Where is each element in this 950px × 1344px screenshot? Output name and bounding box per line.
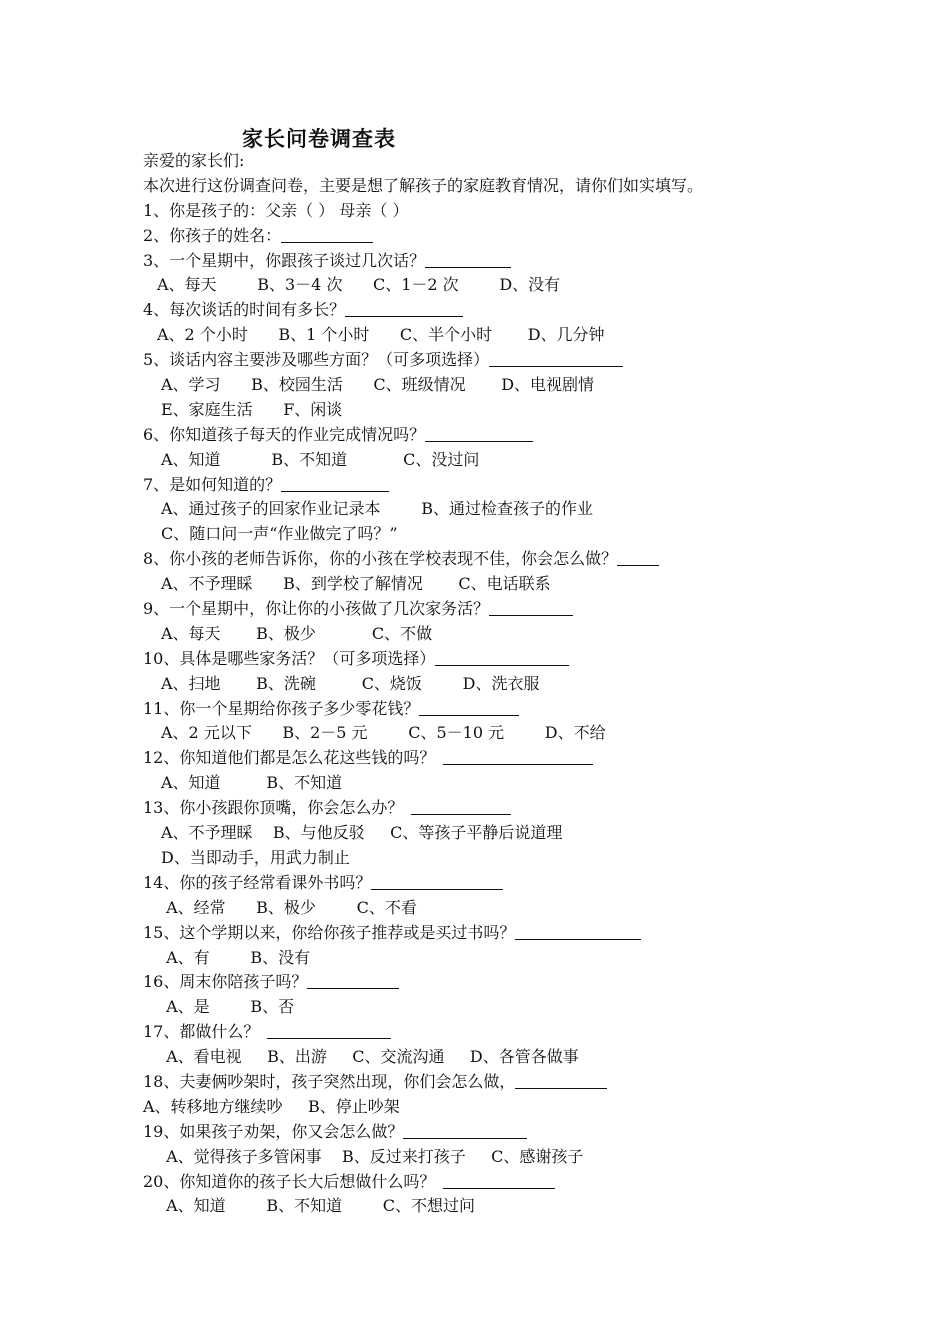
question-6-text: 6、你知道孩子每天的作业完成情况吗？ — [143, 424, 426, 444]
question-19-options: A、觉得孩子多管闲事 B、反过来打孩子 C、感谢孩子 — [161, 1146, 584, 1166]
question-4-text: 4、每次谈话的时间有多长？ — [143, 300, 346, 320]
question-14-text: 14、你的孩子经常看课外书吗？ — [143, 872, 372, 892]
question-5 — [143, 348, 903, 373]
answer-blank-20[interactable] — [443, 1172, 555, 1189]
answer-blank-4[interactable] — [345, 300, 463, 317]
question-19-text: 19、如果孩子劝架，你又会怎么做？ — [143, 1121, 404, 1141]
question-20-options: A、知道 B、不知道 C、不想过问 — [161, 1196, 476, 1216]
question-10 — [143, 647, 903, 672]
answer-blank-3[interactable] — [425, 251, 511, 268]
question-17-options: A、看电视 B、出游 C、交流沟通 D、各管各做事 — [161, 1047, 579, 1067]
question-16-text: 16、周末你陪孩子吗？ — [143, 972, 308, 992]
question-7-options-2: C、随口问一声“作业做完了吗？” — [161, 524, 398, 544]
question-12 — [143, 746, 903, 771]
question-18 — [143, 1070, 903, 1095]
question-20-text: 20、你知道你的孩子长大后想做什么吗？ — [143, 1171, 436, 1191]
question-16-options: A、是 B、否 — [161, 997, 295, 1017]
question-17 — [143, 1020, 903, 1045]
answer-blank-10[interactable] — [435, 649, 569, 666]
answer-blank-6[interactable] — [425, 425, 533, 442]
page-title: 家长问卷调查表 — [242, 126, 396, 151]
question-5-text: 5、谈话内容主要涉及哪些方面？（可多项选择） — [143, 350, 490, 370]
question-20 — [143, 1170, 903, 1195]
question-1 — [143, 199, 903, 224]
answer-blank-14[interactable] — [371, 873, 503, 890]
greeting: 亲爱的家长们: — [143, 151, 245, 170]
question-5-options-1: A、学习 B、校园生活 C、班级情况 D、电视剧情 — [161, 375, 595, 395]
question-5-options-2: E、家庭生活 F、闲谈 — [161, 399, 343, 419]
question-4 — [143, 298, 903, 323]
question-1-text: 1、你是孩子的：父亲（ ） 母亲（ ） — [143, 200, 409, 220]
answer-blank-11[interactable] — [419, 699, 519, 716]
question-9-options: A、每天 B、极少 C、不做 — [161, 623, 433, 643]
question-14 — [143, 871, 903, 896]
answer-blank-13[interactable] — [411, 798, 511, 815]
questionnaire-body — [143, 149, 903, 1219]
question-10-text: 10、具体是哪些家务活？（可多项选择） — [143, 648, 436, 668]
question-8 — [143, 547, 903, 572]
question-6 — [143, 423, 903, 448]
question-18-text: 18、夫妻俩吵架时，孩子突然出现，你们会怎么做， — [143, 1071, 516, 1091]
answer-blank-16[interactable] — [307, 972, 399, 989]
question-15-text: 15、这个学期以来，你给你孩子推荐或是买过书吗？ — [143, 922, 516, 942]
answer-blank-15[interactable] — [515, 923, 641, 940]
question-13 — [143, 796, 903, 821]
answer-blank-5[interactable] — [489, 350, 623, 367]
answer-blank-17[interactable] — [267, 1022, 391, 1039]
question-11-options: A、2 元以下 B、2－5 元 C、5－10 元 D、不给 — [161, 723, 606, 743]
question-14-options: A、经常 B、极少 C、不看 — [161, 897, 417, 917]
question-3-text: 3、一个星期中，你跟孩子谈过几次话？ — [143, 250, 426, 270]
question-13-options-2: D、当即动手，用武力制止 — [161, 847, 350, 867]
question-3-options: A、每天 B、3－4 次 C、1－2 次 D、没有 — [157, 275, 561, 295]
question-7 — [143, 473, 903, 498]
question-10-options: A、扫地 B、洗碗 C、烧饭 D、洗衣服 — [161, 673, 540, 693]
question-9-text: 9、一个星期中，你让你的小孩做了几次家务活？ — [143, 599, 490, 619]
question-4-options: A、2 个小时 B、1 个小时 C、半个小时 D、几分钟 — [157, 325, 605, 345]
question-17-text: 17、都做什么？ — [143, 1022, 260, 1042]
answer-blank-19[interactable] — [403, 1122, 527, 1139]
question-9 — [143, 597, 903, 622]
question-15 — [143, 921, 903, 946]
answer-blank-9[interactable] — [489, 599, 573, 616]
question-19 — [143, 1120, 903, 1145]
question-18-options: A、转移地方继续吵 B、停止吵架 — [143, 1096, 400, 1116]
question-16 — [143, 970, 903, 995]
question-2 — [143, 224, 903, 249]
question-6-options: A、知道 B、不知道 C、没过问 — [161, 449, 480, 469]
question-13-text: 13、你小孩跟你顶嘴，你会怎么办？ — [143, 798, 404, 818]
answer-blank-18[interactable] — [515, 1072, 607, 1089]
question-2-text: 2、你孩子的姓名： — [143, 225, 282, 245]
question-8-options: A、不予理睬 B、到学校了解情况 C、电话联系 — [161, 574, 551, 594]
question-11 — [143, 697, 903, 722]
question-12-options: A、知道 B、不知道 — [161, 773, 343, 793]
answer-blank-8[interactable] — [617, 549, 659, 566]
answer-blank-12[interactable] — [443, 748, 593, 765]
question-12-text: 12、你知道他们都是怎么花这些钱的吗？ — [143, 748, 436, 768]
question-13-options-1: A、不予理睬 B、与他反驳 C、等孩子平静后说道理 — [161, 823, 563, 843]
answer-blank-2[interactable] — [281, 226, 373, 243]
question-8-text: 8、你小孩的老师告诉你，你的小孩在学校表现不佳，你会怎么做？ — [143, 549, 618, 569]
question-7-text: 7、是如何知道的？ — [143, 474, 282, 494]
question-3 — [143, 249, 903, 274]
question-11-text: 11、你一个星期给你孩子多少零花钱？ — [143, 698, 420, 718]
answer-blank-7[interactable] — [281, 475, 389, 492]
question-7-options-1: A、通过孩子的回家作业记录本 B、通过检查孩子的作业 — [161, 499, 594, 519]
question-15-options: A、有 B、没有 — [161, 947, 311, 967]
intro-text: 本次进行这份调查问卷，主要是想了解孩子的家庭教育情况，请你们如实填写。 — [143, 175, 704, 195]
